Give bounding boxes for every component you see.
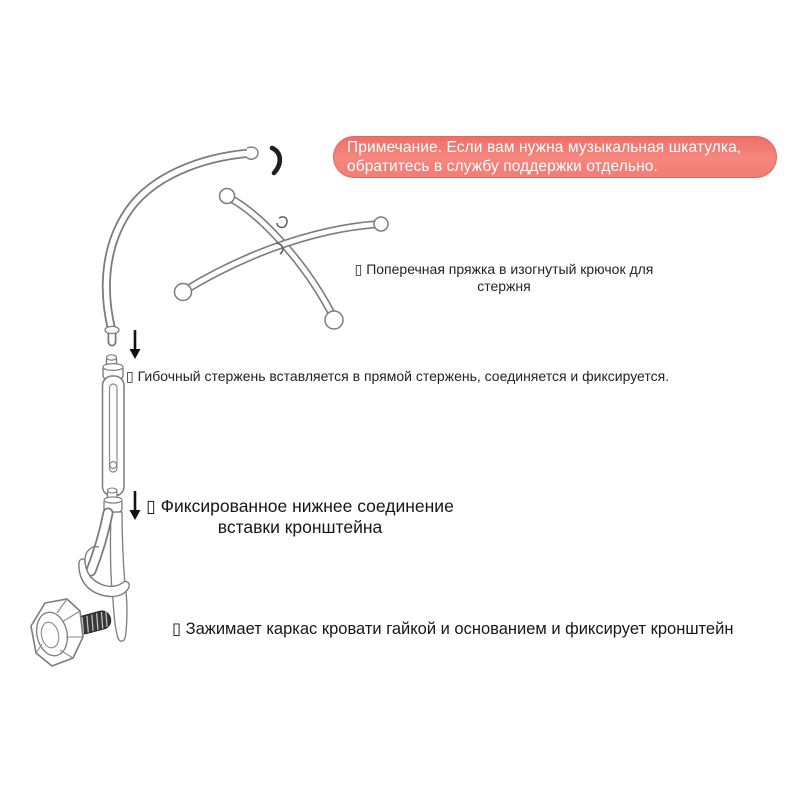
straight-rod-drawing: [103, 355, 125, 496]
note-banner: [333, 136, 777, 178]
crossbar-drawing: [175, 189, 389, 330]
knob-drawing: [31, 599, 83, 666]
curved-rod-drawing: [105, 147, 258, 342]
end-hook-icon: [272, 148, 280, 173]
step-3-caption: ▯ Фиксированное нижнее соединение вставки кронштейна: [146, 496, 454, 537]
arrow-down-icon: [130, 330, 141, 359]
step-4-caption: ▯ Зажимает каркас кровати гайкой и основанием и фиксирует кронштейн: [172, 620, 734, 638]
arrow-down-icon: [130, 491, 141, 520]
note-banner-line2: обратитесь в службу поддержки отдельно.: [347, 158, 658, 175]
note-banner-line1: Примечание. Если вам нужна музыкальная шкатулка,: [347, 139, 742, 156]
step-2-caption: ▯ Гибочный стержень вставляется в прямой стержень, соединяется и фиксируется.: [126, 368, 670, 384]
step-1-caption: ▯ Поперечная пряжка в изогнутый крючок для стержня: [354, 261, 654, 294]
